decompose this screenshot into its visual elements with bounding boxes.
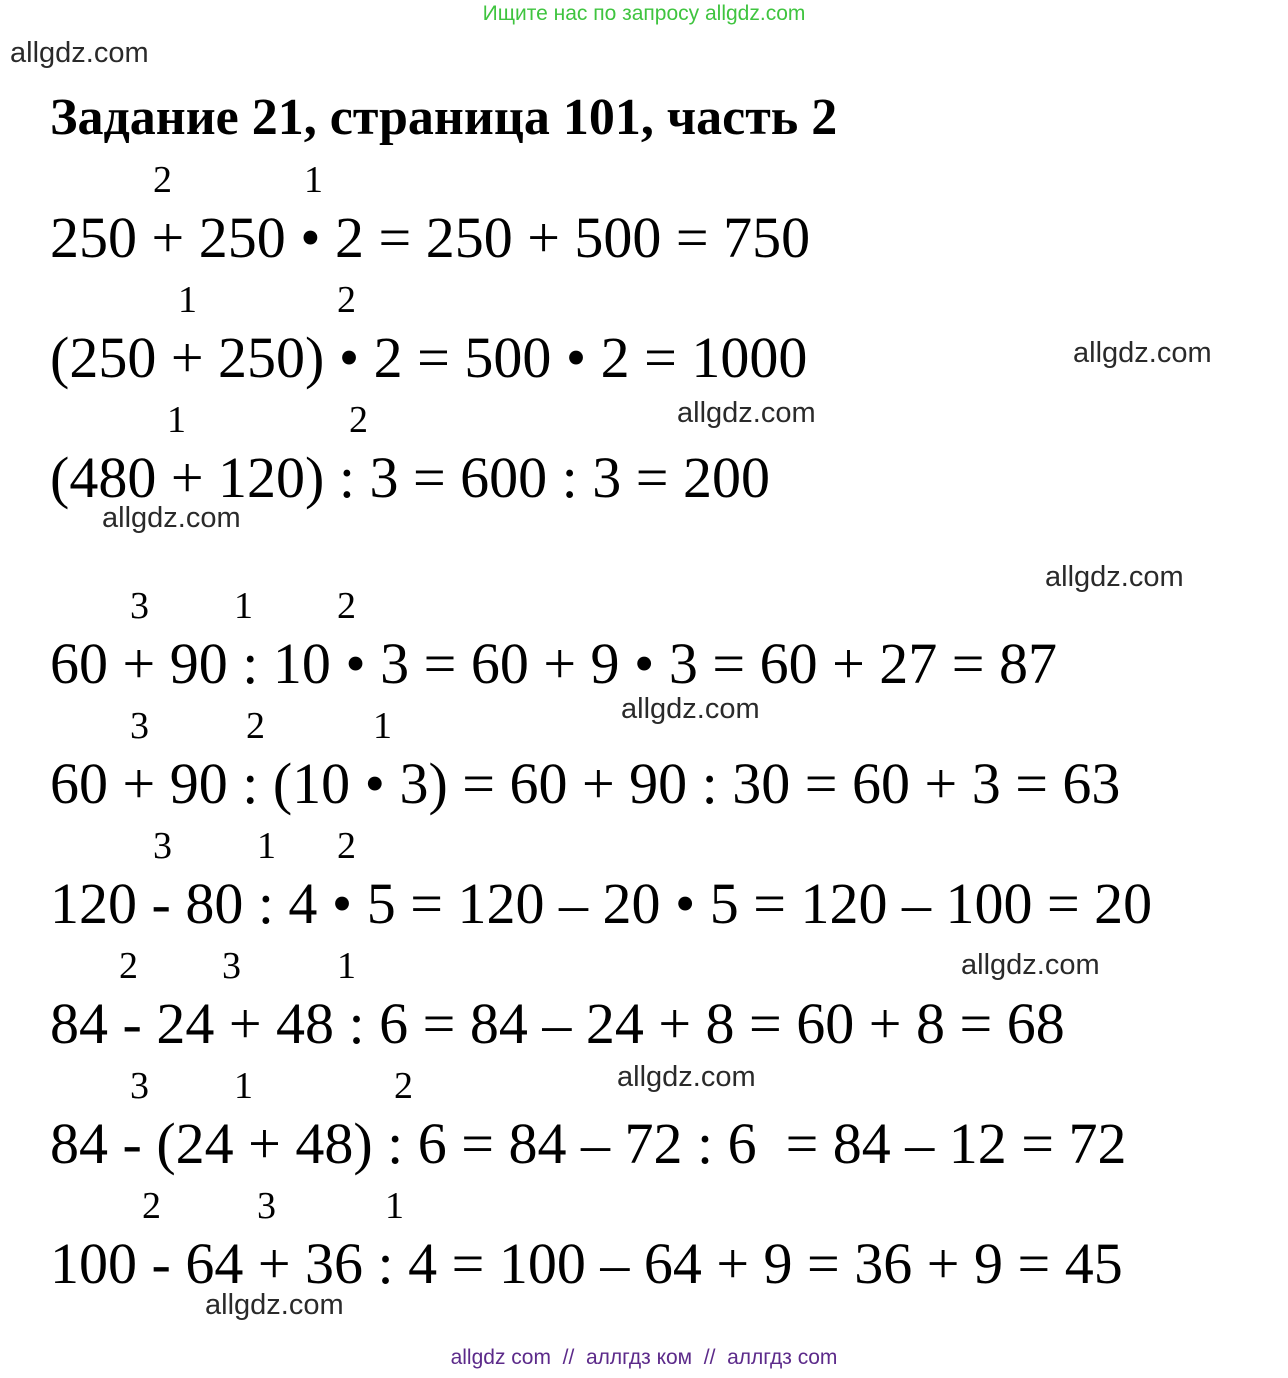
order-number: 3 (257, 1185, 276, 1227)
watermark: allgdz.com (102, 502, 241, 534)
order-number: 1 (178, 279, 197, 321)
order-number: 3 (130, 1065, 149, 1107)
order-number: 2 (337, 825, 356, 867)
watermark: allgdz.com (1073, 337, 1212, 369)
order-number: 1 (167, 399, 186, 441)
order-number: 2 (337, 279, 356, 321)
equation: (250 + 250) • 2 = 500 • 2 = 1000 (50, 325, 808, 390)
order-number: 2 (337, 585, 356, 627)
order-number: 1 (234, 585, 253, 627)
equation: 84 - (24 + 48) : 6 = 84 – 72 : 6 = 84 – 12 = 72 (50, 1111, 1127, 1176)
order-number: 2 (394, 1065, 413, 1107)
watermark: allgdz.com (205, 1289, 344, 1321)
order-number: 3 (222, 945, 241, 987)
equation: 60 + 90 : (10 • 3) = 60 + 90 : 30 = 60 + 3 = 63 (50, 751, 1121, 816)
equation: 250 + 250 • 2 = 250 + 500 = 750 (50, 205, 811, 270)
watermark: allgdz.com (621, 693, 760, 725)
equation: (480 + 120) : 3 = 600 : 3 = 200 (50, 445, 770, 510)
equation: 60 + 90 : 10 • 3 = 60 + 9 • 3 = 60 + 27 = 87 (50, 631, 1057, 696)
order-number: 1 (337, 945, 356, 987)
equation: 120 - 80 : 4 • 5 = 120 – 20 • 5 = 120 – 100 = 20 (50, 871, 1153, 936)
order-number: 1 (304, 159, 323, 201)
watermark: allgdz.com (1045, 561, 1184, 593)
equation: 100 - 64 + 36 : 4 = 100 – 64 + 9 = 36 + 9 = 45 (50, 1231, 1123, 1296)
watermark: allgdz.com (961, 949, 1100, 981)
top-banner: Ищите нас по запросу allgdz.com (482, 2, 806, 25)
order-number: 3 (153, 825, 172, 867)
order-number: 2 (349, 399, 368, 441)
order-number: 1 (257, 825, 276, 867)
watermark: allgdz.com (617, 1061, 756, 1093)
watermark: allgdz.com (677, 397, 816, 429)
order-number: 1 (385, 1185, 404, 1227)
page-title: Задание 21, страница 101, часть 2 (50, 89, 838, 146)
order-number: 2 (153, 159, 172, 201)
footer: allgdz com // аллгдз ком // аллгдз com (450, 1346, 838, 1369)
order-number: 1 (234, 1065, 253, 1107)
order-number: 2 (119, 945, 138, 987)
order-number: 2 (142, 1185, 161, 1227)
order-number: 3 (130, 705, 149, 747)
watermark: allgdz.com (10, 37, 149, 69)
equation: 84 - 24 + 48 : 6 = 84 – 24 + 8 = 60 + 8 = 68 (50, 991, 1065, 1056)
order-number: 1 (373, 705, 392, 747)
order-number: 2 (246, 705, 265, 747)
order-number: 3 (130, 585, 149, 627)
